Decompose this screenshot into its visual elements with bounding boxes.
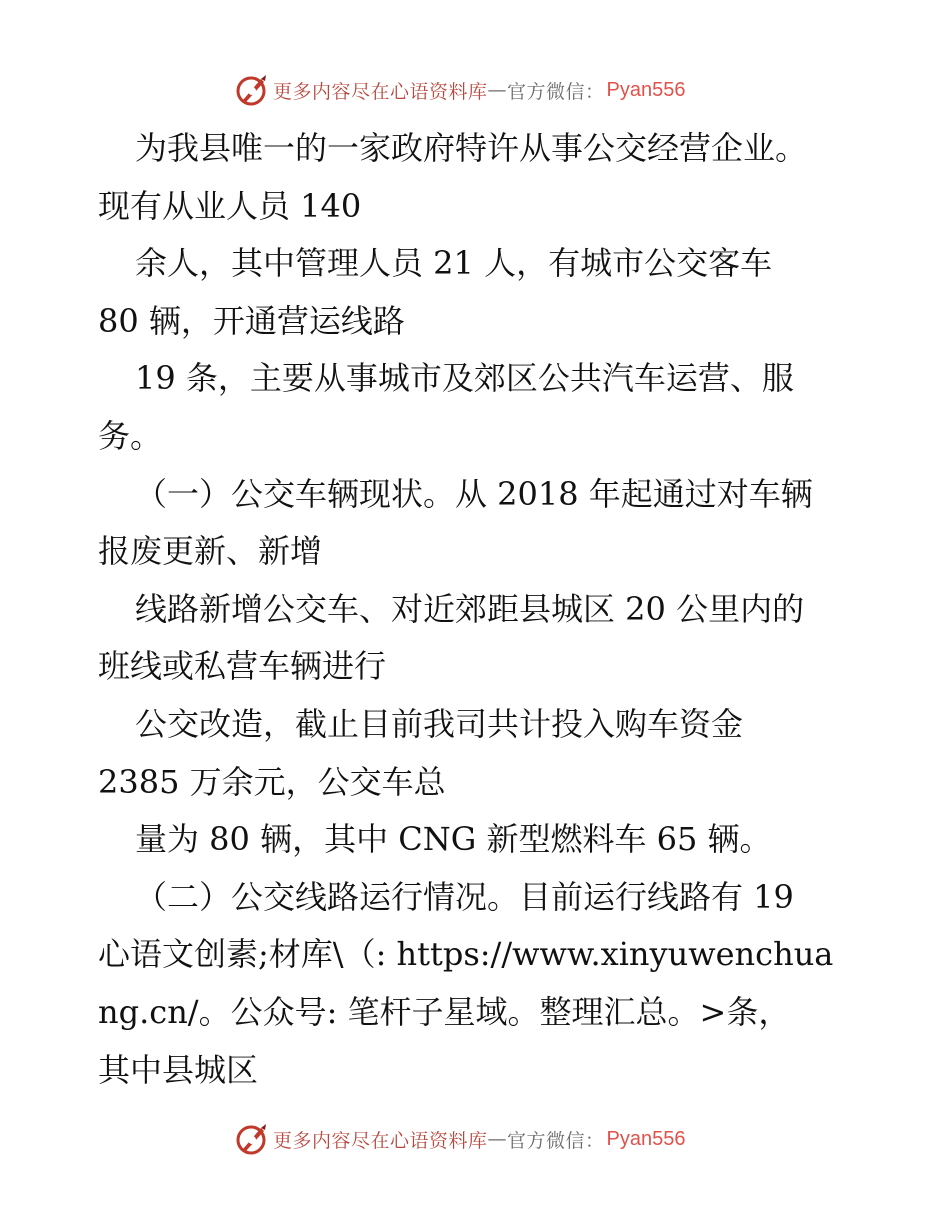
- banner-dash: —: [487, 79, 508, 101]
- body-line: 公交改造，截止目前我司共计投入购车资金: [135, 704, 744, 743]
- body-line: 心语文创素;材库\（: https://www.xinyuwenchua: [98, 935, 834, 974]
- body-line: 其中县城区: [98, 1050, 259, 1089]
- banner-dash: —: [487, 1128, 508, 1150]
- body-line: （一）公交车辆现状。从 2018 年起通过对车辆: [135, 474, 813, 513]
- body-line: 班线或私营车辆进行: [98, 647, 387, 686]
- banner-wechat-id: Pyan556: [606, 1127, 686, 1150]
- banner-promo-text: 更多内容尽在心语资料库: [273, 1129, 488, 1152]
- body-line: 80 辆，开通营运线路: [98, 301, 405, 340]
- body-line: 报废更新、新增: [98, 532, 323, 571]
- banner-promo-text: 更多内容尽在心语资料库: [273, 80, 488, 103]
- banner-wechat-label: 官方微信：: [507, 1129, 605, 1152]
- body-line: 线路新增公交车、对近郊距县城区 20 公里内的: [135, 589, 805, 628]
- footer-banner: [235, 1121, 715, 1157]
- body-line: 2385 万余元，公交车总: [98, 762, 446, 801]
- body-line: 余人，其中管理人员 21 人，有城市公交客车: [135, 244, 773, 283]
- body-line: 现有从业人员 140: [98, 186, 362, 225]
- body-line: 务。: [98, 416, 163, 455]
- body-line: （二）公交线路运行情况。目前运行线路有 19: [135, 877, 794, 916]
- body-line: 量为 80 辆，其中 CNG 新型燃料车 65 辆。: [135, 820, 772, 859]
- banner-wechat-label: 官方微信：: [507, 80, 605, 103]
- banner-wechat-id: Pyan556: [606, 78, 686, 101]
- document-body: [98, 120, 858, 1099]
- header-banner: [235, 72, 715, 108]
- quill-pen-logo-icon: [235, 1122, 269, 1156]
- body-line: ng.cn/。公众号: 笔杆子星域。整理汇总。>条，: [98, 992, 791, 1031]
- quill-pen-logo-icon: [235, 73, 269, 107]
- body-line: 为我县唯一的一家政府特许从事公交经营企业。: [135, 129, 808, 167]
- body-line: 19 条，主要从事城市及郊区公共汽车运营、服: [135, 359, 794, 398]
